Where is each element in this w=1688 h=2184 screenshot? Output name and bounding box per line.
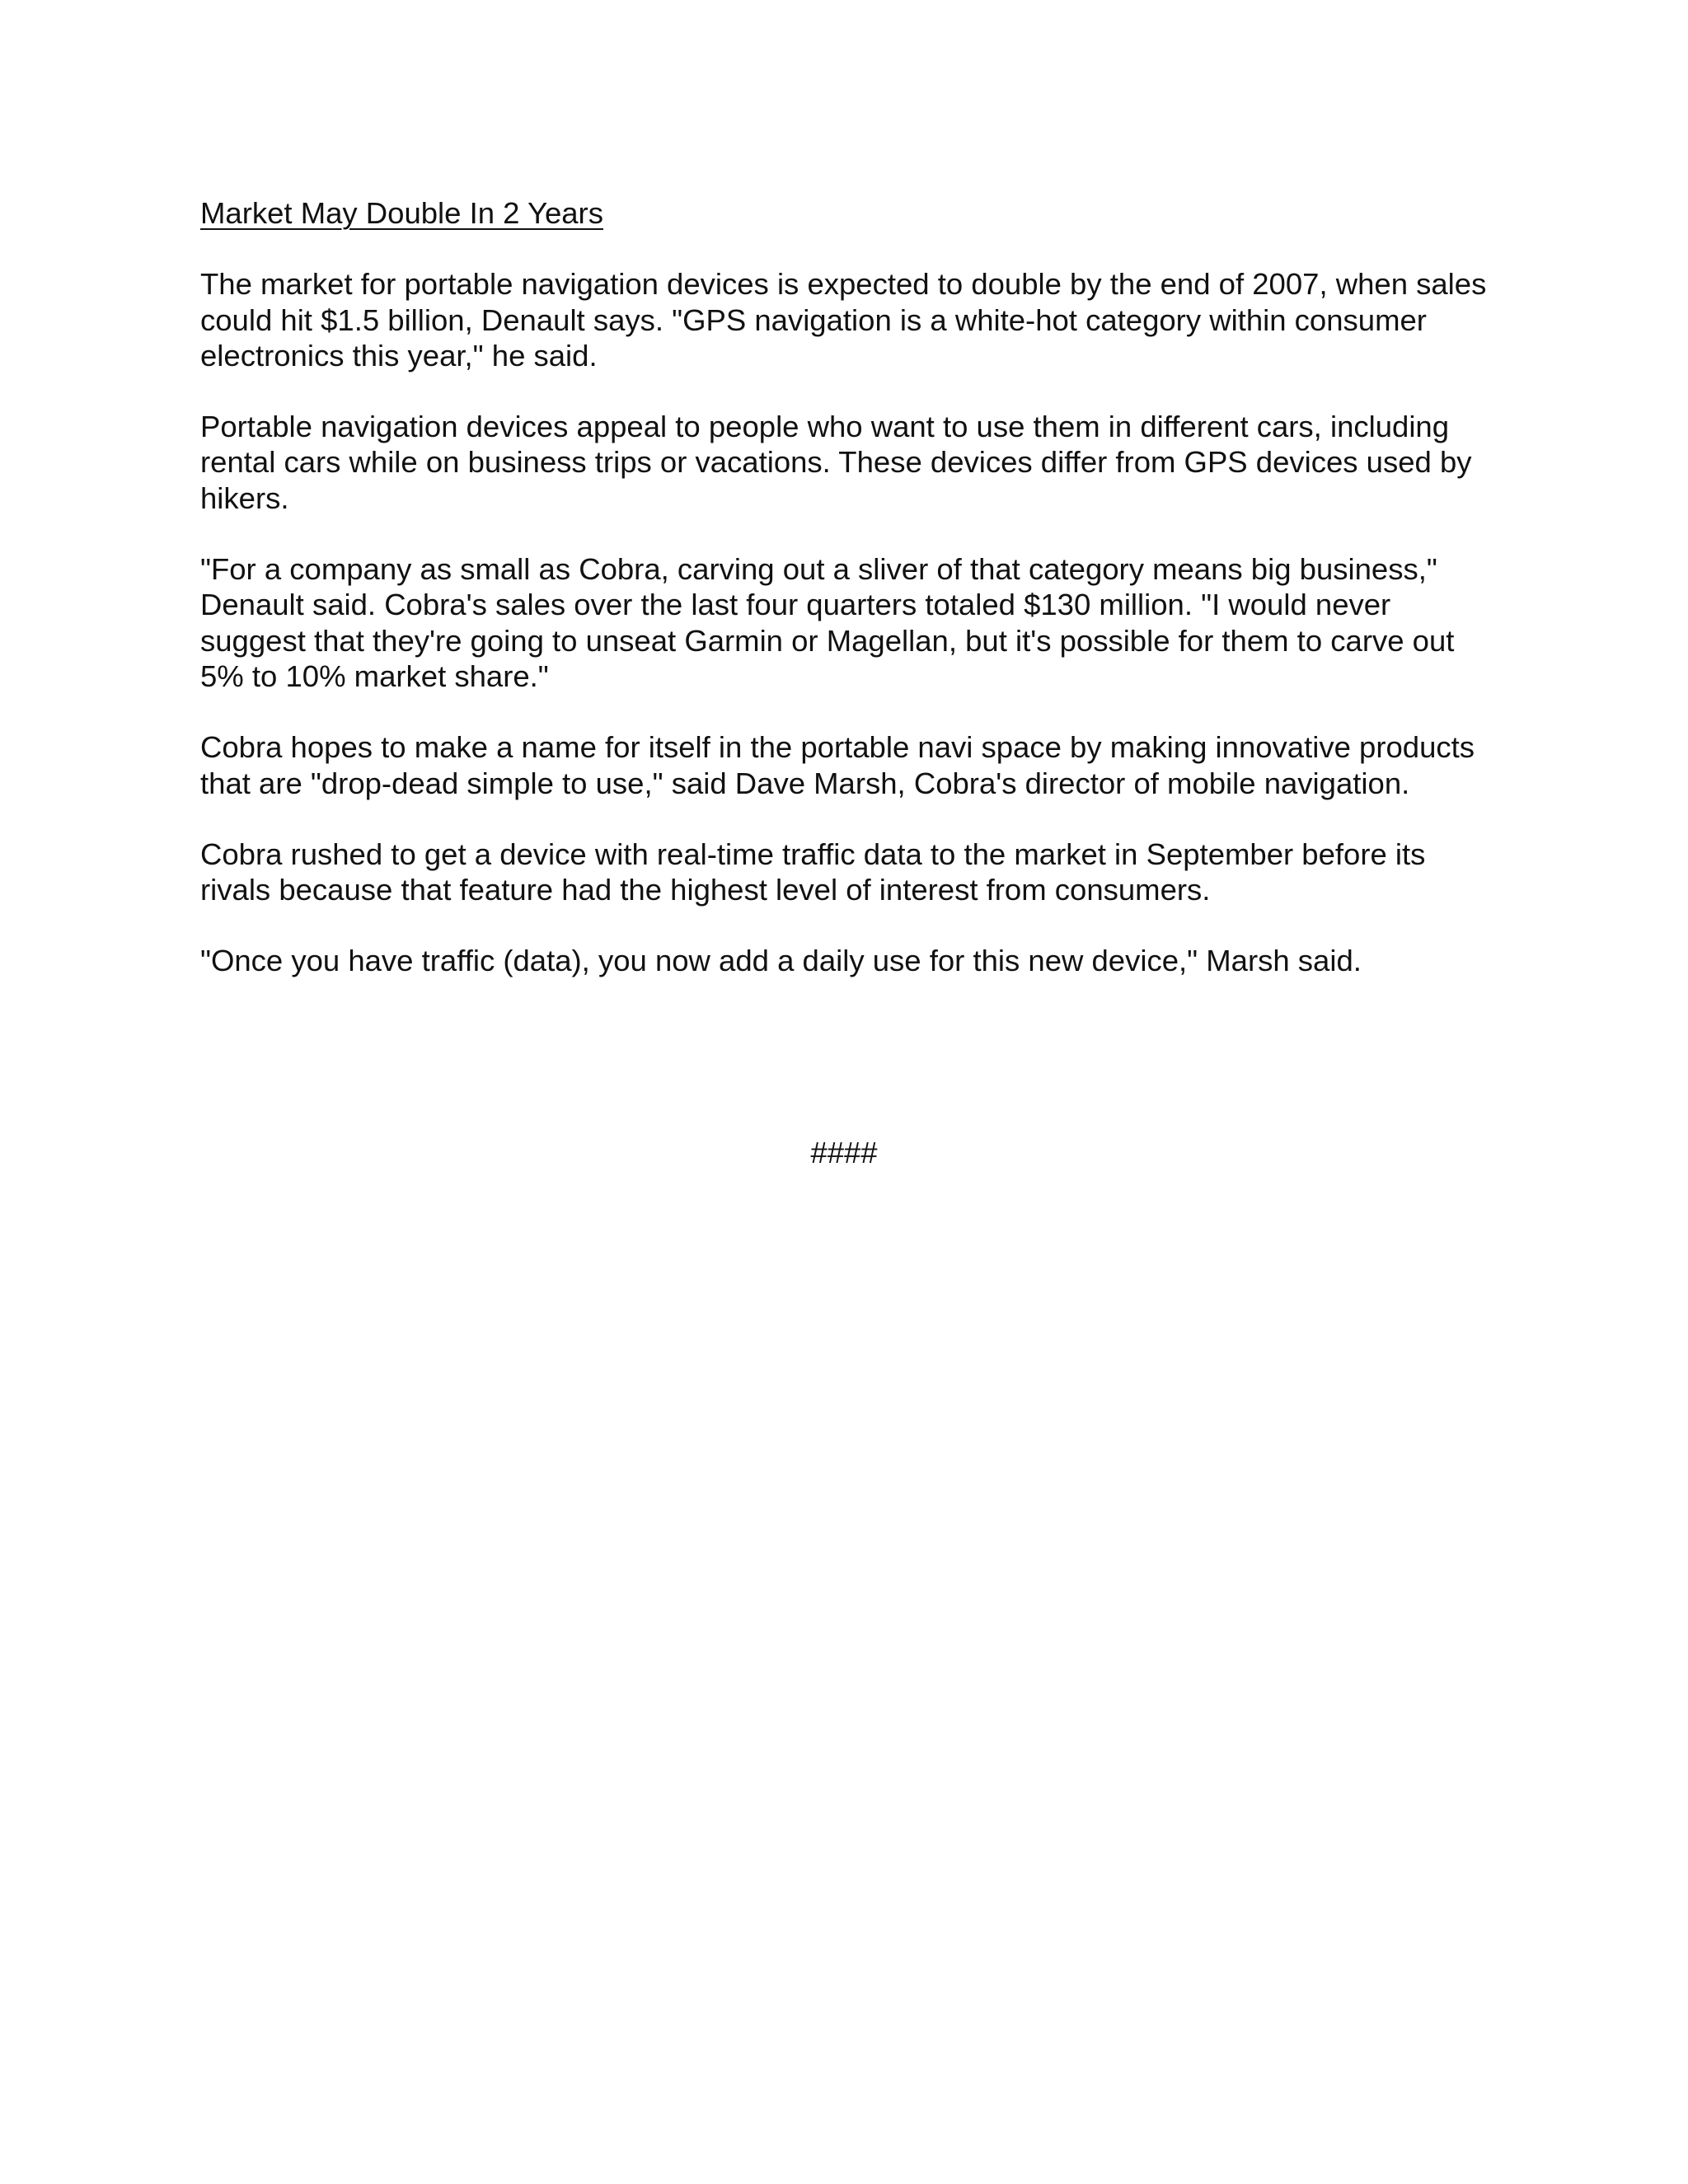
paragraph-marsh-quote: "Once you have traffic (data), you now add a daily use for this new device," Marsh said. <box>200 944 1362 978</box>
paragraph-traffic-device: Cobra rushed to get a device with real-time traffic data to the market in September before its rivals because that feature had the highest level of interest from consumers. <box>200 837 1426 907</box>
article-heading: Market May Double In 2 Years <box>200 196 603 230</box>
end-of-release-mark: #### <box>810 1136 878 1169</box>
paragraph-device-appeal: Portable navigation devices appeal to people who want to use them in different cars, including rental cars while on business trips or vacations. These devices differ from GPS devices used by hikers. <box>200 410 1472 515</box>
paragraph-cobra-market-share: "For a company as small as Cobra, carving out a sliver of that category means big business," Denault said. Cobra's sales over the last four quarters totaled $130 million. "I would never suggest that they're going to unseat Garmin or Magellan, but it's possible for them to carve out 5% to 10% market share." <box>200 552 1455 693</box>
paragraph-cobra-products: Cobra hopes to make a name for itself in the portable navi space by making innovative products that are "drop-dead simple to use," said Dave Marsh, Cobra's director of mobile navigation. <box>200 730 1475 800</box>
article-body <box>200 195 1503 979</box>
paragraph-market-growth: The market for portable navigation devices is expected to double by the end of 2007, when sales could hit $1.5 billion, Denault says. "GPS navigation is a white-hot category within consumer electronics this year," he said. <box>200 267 1487 373</box>
